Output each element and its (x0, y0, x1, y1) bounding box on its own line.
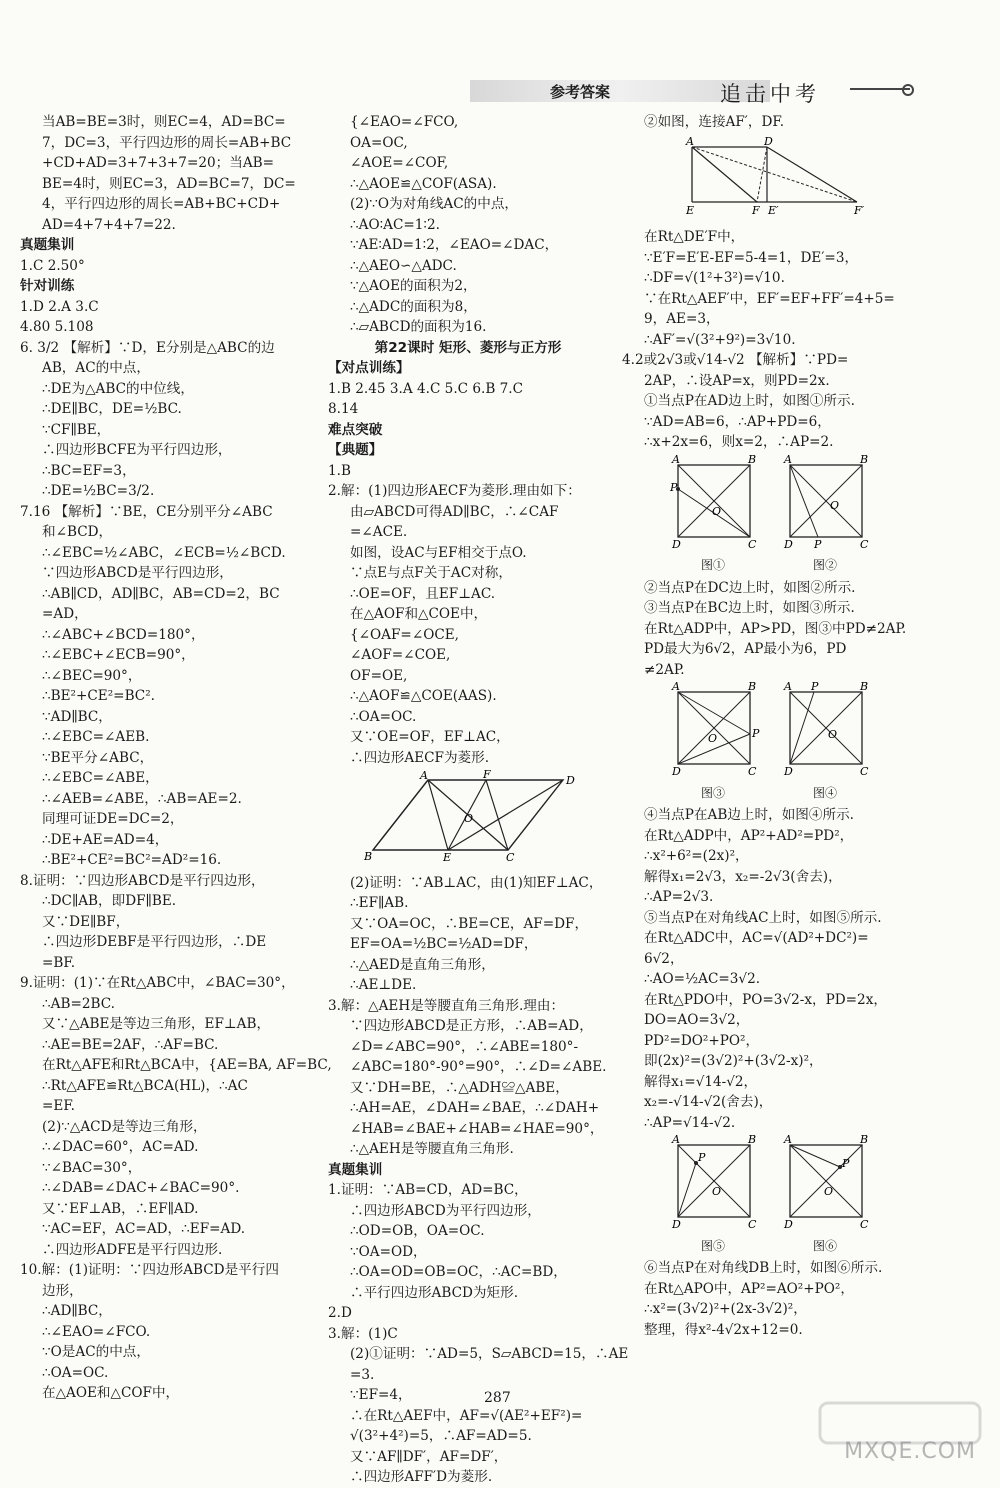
text-line: 7，DC=3，平行四边形的周长=AB+BC (42, 134, 292, 151)
text-line: ⑤当点P在对角线AC上时，如图⑤所示. (644, 909, 882, 926)
svg-text:E′: E′ (768, 203, 779, 217)
text-line: 10.解：(1)证明：∵四边形ABCD是平行四 (20, 1262, 279, 1278)
text-line: =AD， (42, 606, 88, 622)
text-line: 1.B (328, 462, 351, 479)
figures-5-6 (670, 1133, 982, 1256)
text-line: ∴四边形ADFE是平行四边形. (42, 1241, 223, 1258)
text-line: 1.证明：∵AB=CD，AD=BC， (328, 1182, 528, 1198)
svg-text:A: A (420, 769, 428, 782)
text-line: OA=OC, (350, 134, 408, 151)
text-line: 8.14 (328, 401, 359, 417)
text-line: =∠ACE. (350, 524, 408, 540)
text-line: ∠AOF=∠COE, (350, 647, 451, 663)
text-line: (2)∵△ACD是等边三角形， (42, 1118, 207, 1135)
text-line: 在Rt△DE′F中， (644, 229, 745, 245)
text-line: ∴∠EAO=∠FCO. (42, 1323, 151, 1340)
svg-text:P: P (811, 680, 819, 693)
text-line: ∠AOE=∠COF, (350, 155, 449, 171)
svg-text:C: C (506, 851, 515, 864)
text-line: 在△AOE和△COF中， (42, 1385, 180, 1401)
svg-text:B: B (748, 1133, 757, 1146)
text-line: ∴AO∶AC=1∶2. (350, 216, 440, 233)
text-line: 同理可证DE=DC=2， (42, 811, 184, 827)
figure-rhombus (328, 768, 608, 869)
svg-text:B: B (860, 452, 869, 466)
svg-text:O: O (708, 732, 718, 745)
text-line: 在Rt△ADC中，AC=√(AD²+DC²)= (644, 930, 869, 946)
figure-1 (670, 452, 757, 576)
text-line: 1.D 2.A 3.C (20, 298, 99, 315)
svg-text:D: D (784, 537, 793, 551)
svg-text:A: A (686, 134, 694, 148)
text-line: 9.证明：(1)∵在Rt△ABC中，∠BAC=30°， (20, 975, 295, 991)
svg-text:E: E (443, 851, 452, 864)
figures-3-4 (670, 680, 982, 803)
text-line: 边形， (42, 1282, 83, 1299)
column-3-part2 (622, 578, 982, 681)
text-line: 在Rt△ADP中，AP>PD，图③中PD≠2AP. (644, 620, 907, 637)
text-line: ∵AE∶AD=1∶2，∠EAO=∠DAC， (350, 237, 559, 253)
text-line: ∴DE为△ABC的中位线， (42, 380, 194, 397)
svg-text:P: P (814, 537, 822, 551)
svg-text:B: B (860, 680, 869, 693)
text-line: OF=OE, (350, 667, 408, 684)
text-line: 真题集训 (20, 237, 75, 253)
svg-text:O: O (824, 1185, 834, 1198)
text-line: ∴x²=(3√2)²+(2x-3√2)²， (644, 1301, 807, 1317)
text-line: 解得x₁=√14-√2， (644, 1073, 758, 1090)
text-line: ∵AD∥BC， (42, 708, 112, 725)
text-line: ∵OA=OD， (350, 1243, 427, 1260)
figure-3 (670, 680, 760, 803)
text-line: ∴四边形AECF为菱形. (350, 749, 490, 766)
text-line: 3.解：(1)C (328, 1325, 398, 1342)
text-line: ∴x²+6²=(2x)²， (644, 848, 749, 864)
text-line: x₂=-√14-√2(舍去)， (644, 1094, 773, 1110)
text-line: 9，AE=3， (644, 311, 720, 327)
text-line: 【典题】 (328, 442, 383, 458)
svg-text:F′: F′ (854, 203, 865, 217)
text-line: 4.80 5.108 (20, 319, 94, 335)
text-line: ∴△AED是直角三角形， (350, 956, 495, 973)
text-line: +CD+AD=3+7+3+7=20；当AB= (42, 155, 275, 171)
text-line: ∴BC=EF=3， (42, 462, 136, 479)
text-line: 6√2， (644, 950, 684, 967)
text-line: 又∵OA=OC，∴BE=CE，AF=DF， (350, 915, 589, 932)
text-line: (2)证明：∵AB⊥AC，由(1)知EF⊥AC， (350, 874, 603, 891)
svg-text:D: D (784, 1218, 793, 1231)
square-diagram-5 (670, 1133, 757, 1231)
text-line: 4.2或2√3或√14-√2 【解析】∵PD= (622, 352, 849, 368)
text-line: 2.D (328, 1305, 352, 1321)
text-line: 解得x₁=2√3，x₂=-2√3(舍去)， (644, 868, 842, 885)
svg-text:P: P (752, 727, 760, 740)
text-line: 【对点训练】 (328, 360, 410, 376)
text-line: ∠D=∠ABC=90°，∴∠ABE=180°- (350, 1038, 579, 1055)
svg-text:O: O (712, 504, 722, 518)
text-line: ∴∠AEB=∠ABE，∴AB=AE=2. (42, 790, 242, 807)
text-line: ∴∠DAC=60°，AC=AD. (42, 1139, 199, 1155)
text-line: BE=4时，则EC=3，AD=BC=7，DC= (42, 175, 296, 192)
text-line: 针对训练 (20, 278, 75, 294)
text-line: ∴Rt△AFE≌Rt△BCA(HL)，∴AC (42, 1077, 248, 1094)
text-line: ③当点P在BC边上时，如图③所示. (644, 600, 855, 616)
svg-text:C: C (860, 765, 869, 778)
text-line: ∵点E与点F关于AC对称， (350, 565, 512, 581)
text-line: 在Rt△AFE和Rt△BCA中，{AE=BA, AF=BC, (42, 1057, 332, 1073)
svg-text:B: B (860, 1133, 869, 1146)
text-line: DO=AO=3√2， (644, 1012, 750, 1028)
text-line: ∴∠EBC=½∠ABC，∠ECB=½∠BCD. (42, 544, 286, 561)
svg-text:A: A (672, 1133, 680, 1146)
text-line: √(3²+4²)=5，∴AF=AD=5. (350, 1428, 532, 1444)
text-line: ∴DE∥BC，DE=½BC. (42, 401, 182, 417)
svg-text:P: P (698, 1151, 706, 1164)
text-line: ∵CF∥BE， (42, 421, 111, 438)
text-line: ∴四边形DEBF是平行四边形，∴DE (42, 934, 267, 950)
text-line: ∴AP=2√3. (644, 889, 714, 905)
column-3-intro (622, 112, 982, 133)
text-line: ∵∠BAC=30°， (42, 1159, 142, 1176)
text-line: ∴AB=2BC. (42, 995, 115, 1012)
text-line: ≠2AP. (644, 661, 685, 678)
svg-text:A: A (784, 680, 792, 693)
svg-text:E: E (686, 203, 695, 217)
text-line: ∵AD=AB=6，∴AP+PD=6， (644, 413, 831, 430)
text-line: ∴在Rt△AEF中，AF=√(AE²+EF²)= (350, 1407, 583, 1424)
text-line: 2.解：(1)四边形AECF为菱形.理由如下： (328, 483, 581, 499)
parallelogram-diagram (682, 134, 882, 217)
text-line: ∴AE=BE=2AF，∴AF=BC. (42, 1036, 219, 1053)
text-line: 1.B 2.45 3.A 4.C 5.C 6.B 7.C (328, 380, 524, 397)
svg-text:O: O (712, 1185, 722, 1198)
text-line: {∠OAF=∠OCE, (350, 626, 460, 643)
text-line: 和∠BCD， (42, 524, 113, 540)
text-line: {∠EAO=∠FCO, (350, 114, 459, 130)
svg-text:O: O (830, 498, 840, 512)
svg-text:P: P (670, 480, 678, 494)
figure-parallelogram (682, 134, 982, 224)
text-line: ∴△ADC的面积为8， (350, 298, 477, 315)
text-line: ②如图，连接AF′，DF. (644, 114, 785, 130)
figure-6 (782, 1133, 869, 1256)
text-line: =EF. (42, 1098, 75, 1114)
square-diagram-3 (670, 680, 760, 778)
text-line: PD最大为6√2，AP最小为6，PD (644, 641, 847, 657)
square-diagram-4 (782, 680, 869, 778)
text-line: ∴OE=OF，且EF⊥AC. (350, 585, 496, 602)
text-line: ∴BE²+CE²=BC². (42, 688, 155, 704)
text-line: ∴OA=OC. (350, 708, 417, 725)
text-line: EF=OA=½BC=½AD=DF， (350, 936, 538, 952)
text-line: ∴△AOF≌△COE(AAS). (350, 688, 497, 704)
text-line: 在Rt△PDO中，PO=3√2-x，PD=2x， (644, 991, 887, 1008)
text-line: ∴BE²+CE²=BC²=AD²=16. (42, 852, 222, 868)
svg-text:O: O (464, 812, 474, 825)
text-line: 真题集训 (328, 1161, 383, 1178)
svg-text:D: D (566, 774, 575, 787)
svg-text:C: C (748, 537, 757, 551)
column-3 (622, 112, 982, 1340)
text-line: ∵四边形ABCD是平行四边形， (42, 565, 233, 581)
svg-text:O: O (828, 728, 838, 741)
text-line: ∵EF=4， (350, 1387, 412, 1403)
text-line: 在Rt△ADP中，AP²+AD²=PD²， (644, 827, 854, 844)
text-line: ∴DE=½BC=3/2. (42, 483, 155, 499)
column-2 (328, 112, 629, 1488)
column-2-top (328, 112, 608, 768)
square-diagram-1 (670, 452, 757, 551)
figure-2 (782, 452, 869, 576)
text-line: ∴DF=√(1²+3²)=√10. (644, 270, 785, 286)
text-line: ∴x+2x=6，则x=2，∴AP=2. (644, 434, 834, 450)
page-number: 287 (484, 1390, 511, 1406)
svg-text:A: A (784, 1133, 792, 1146)
text-line: ∴∠EBC+∠ECB=90°， (42, 647, 195, 663)
figure-6-caption: 图⑥ (812, 1238, 837, 1253)
text-line: =3. (350, 1366, 375, 1383)
text-line: ∠ABC=180°-90°=90°，∴∠D=∠ABE. (350, 1059, 607, 1075)
svg-text:D: D (784, 765, 793, 778)
figures-1-2 (670, 452, 982, 576)
text-line: 7.16 【解析】∵BE，CE分别平分∠ABC (20, 503, 273, 520)
text-line: 又∵AF∥DF′，AF=DF′， (350, 1448, 508, 1465)
text-line: ∵在Rt△AEF′中，EF′=EF+FF′=4+5= (644, 290, 895, 307)
text-line: ∠HAB=∠BAE+∠HAB=∠HAE=90°， (350, 1120, 604, 1137)
text-line: (2)①证明：∵AD=5，S▱ABCD=15，∴AE (350, 1346, 629, 1362)
text-line: ∴∠BEC=90°， (42, 667, 142, 684)
svg-text:C: C (860, 1218, 869, 1231)
text-line: ∴AH=AE，∠DAH=∠BAE，∴∠DAH+ (350, 1100, 600, 1116)
square-diagram-2 (782, 452, 869, 551)
svg-text:C: C (748, 1218, 757, 1231)
text-line: 8.证明：∵四边形ABCD是平行四边形， (20, 872, 265, 889)
column-3-part1 (622, 227, 982, 453)
text-line: ∴∠DAB=∠DAC+∠BAC=90°. (42, 1180, 240, 1196)
text-line: 1.C 2.50° (20, 257, 85, 274)
svg-text:D: D (672, 1218, 681, 1231)
text-line: 4，平行四边形的周长=AB+BC+CD+ (42, 196, 281, 212)
text-line: 即(2x)²=(3√2)²+(3√2-x)²， (644, 1053, 823, 1069)
text-line: ∴△AEH是等腰直角三角形. (350, 1141, 514, 1157)
text-line: ∵△AOE的面积为2， (350, 278, 477, 294)
text-line: ∵BE平分∠ABC， (42, 749, 154, 766)
text-line: 又∵EF⊥AB，∴EF∥AD. (42, 1200, 199, 1217)
page-header (470, 78, 950, 104)
text-line: ∴△AOE≌△COF(ASA). (350, 175, 497, 192)
text-line: 如图，设AC与EF相交于点O. (350, 544, 527, 561)
figure-3-caption: 图③ (700, 785, 725, 800)
square-diagram-6 (782, 1133, 869, 1231)
text-line: ∴AO=½AC=3√2. (644, 971, 761, 987)
text-line: ∴四边形AFF′D为菱形. (350, 1469, 493, 1485)
text-line: 难点突破 (328, 421, 383, 438)
text-line: 又∵DH=BE，∴△ADH≌△ABE， (350, 1079, 569, 1096)
header-brand: 追击中考 (720, 82, 820, 106)
svg-text:A: A (672, 452, 680, 466)
text-line: PD²=DO²+PO²， (644, 1032, 760, 1049)
text-line: AD=4+7+4+7=22. (42, 216, 176, 233)
column-1 (20, 112, 332, 1404)
text-line: 整理，得x²-4√2x+12=0. (644, 1321, 803, 1338)
text-line: 6. 3/2 【解析】∵D，E分别是△ABC的边 (20, 339, 275, 356)
svg-text:B: B (364, 850, 373, 863)
text-line: ④当点P在AB边上时，如图④所示. (644, 807, 854, 823)
svg-text:C: C (860, 537, 869, 551)
header-section-title: 参考答案 (550, 83, 611, 101)
text-line: ∴OA=OD=OB=OC，∴AC=BD， (350, 1264, 567, 1280)
text-line: ②当点P在DC边上时，如图②所示. (644, 579, 856, 596)
text-line: 第22课时 矩形、菱形与正方形 (374, 339, 562, 356)
text-line: ⑥当点P在对角线DB上时，如图⑥所示. (644, 1260, 883, 1276)
text-line: 在Rt△APO中，AP²=AO²+PO²， (644, 1280, 854, 1297)
column-2-bottom (328, 873, 629, 1488)
svg-text:P: P (842, 1157, 850, 1170)
text-line: ∴DE+AE=AD=4， (42, 831, 169, 848)
svg-text:C: C (748, 765, 757, 778)
text-line: ∴▱ABCD的面积为16. (350, 319, 487, 335)
text-line: ∴OD=OB，OA=OC. (350, 1223, 485, 1239)
text-line: (2)∵O为对角线AC的中点， (350, 196, 519, 212)
figure-5-caption: 图⑤ (700, 1238, 725, 1253)
text-line: AB，AC的中点， (42, 360, 150, 376)
text-line: ∴AD∥BC， (42, 1303, 112, 1319)
text-line: ∴AP=√14-√2. (644, 1114, 736, 1131)
text-line: ∴四边形BCFE为平行四边形， (42, 442, 232, 458)
text-line: ∵E′F=E′E-EF=5-4=1，DE′=3， (644, 249, 859, 266)
figure-5 (670, 1133, 757, 1256)
svg-text:A: A (672, 680, 680, 693)
text-line: ∴∠EBC=∠AEB. (42, 729, 150, 745)
text-line: 又∵DE∥BF， (42, 913, 130, 930)
figure-4-caption: 图④ (812, 785, 837, 800)
text-line: ∴△AEO∽△ADC. (350, 257, 457, 274)
svg-text:B: B (748, 452, 757, 466)
text-line: 由▱ABCD可得AD∥BC，∴∠CAF (350, 503, 559, 520)
text-line: =BF. (42, 954, 76, 971)
text-line: ∴AF′=√(3²+9²)=3√10. (644, 331, 796, 348)
svg-text:F: F (752, 203, 760, 217)
text-line: ∵AC=EF，AC=AD，∴EF=AD. (42, 1221, 246, 1237)
text-line: 当AB=BE=3时，则EC=4，AD=BC= (42, 114, 286, 130)
text-line: ∴DC∥AB，即DF∥BE. (42, 893, 177, 909)
header-ornament-icon (850, 88, 910, 90)
text-line: 又∵△ABE是等边三角形，EF⊥AB， (42, 1016, 271, 1032)
watermark-text: MXQE.COM (844, 1439, 976, 1464)
figure-4 (782, 680, 869, 803)
text-line: 在△AOF和△COE中， (350, 606, 488, 622)
figure-1-caption: 图① (700, 558, 725, 572)
rhombus-diagram (328, 768, 588, 864)
svg-text:D: D (672, 765, 681, 778)
figure-2-caption: 图② (812, 558, 837, 572)
text-line: ∴OA=OC. (42, 1364, 109, 1381)
svg-text:D: D (764, 134, 773, 148)
text-line: 2AP，∴设AP=x，则PD=2x. (644, 372, 830, 389)
column-3-part3 (622, 805, 982, 1133)
column-3-part4 (622, 1258, 982, 1340)
svg-text:F: F (483, 768, 491, 781)
text-line: ∴AB∥CD，AD∥BC，AB=CD=2，BC (42, 585, 280, 602)
text-line: ∵O是AC的中点， (42, 1344, 150, 1360)
svg-text:D: D (672, 537, 681, 551)
svg-text:A: A (784, 452, 792, 466)
text-line: 3.解：△AEH是等腰直角三角形.理由： (328, 997, 565, 1014)
svg-text:B: B (748, 680, 757, 693)
text-line: ∴四边形ABCD为平行四边形， (350, 1202, 541, 1219)
text-line: ∴∠EBC=∠ABE， (42, 770, 159, 786)
text-line: ∵四边形ABCD是正方形，∴AB=AD， (350, 1018, 593, 1034)
text-line: ∴平行四边形ABCD为矩形. (350, 1284, 519, 1301)
text-line: ∴AE⊥DE. (350, 977, 417, 993)
text-line: ∴EF∥AB. (350, 895, 409, 911)
text-line: ①当点P在AD边上时，如图①所示. (644, 393, 855, 409)
text-line: ∴∠ABC+∠BCD=180°， (42, 626, 205, 643)
text-line: 又∵OE=OF，EF⊥AC， (350, 729, 510, 745)
